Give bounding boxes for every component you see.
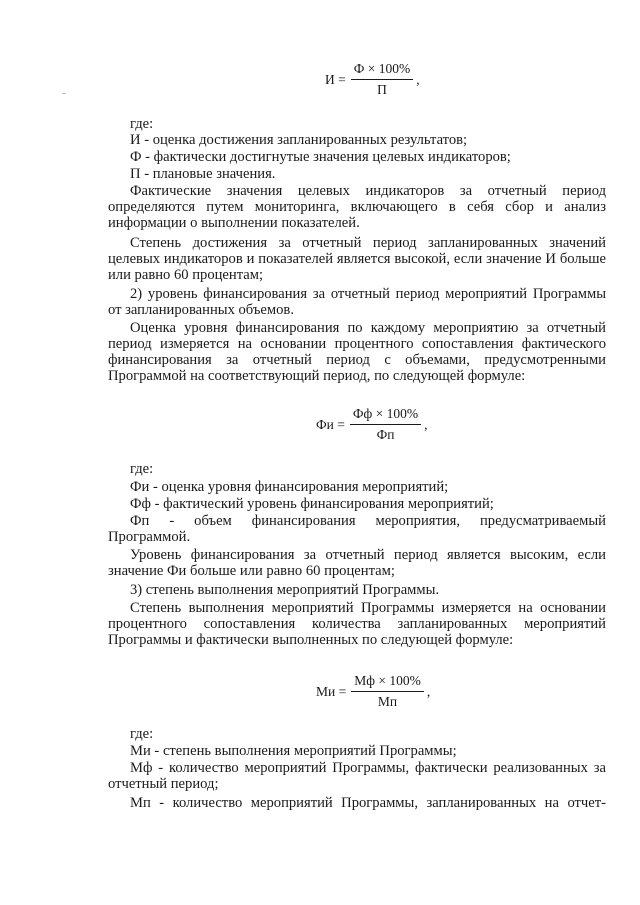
formula-lhs: Ми = — [316, 683, 347, 699]
definition-mi: Ми - степень выполнения мероприятий Программы; — [130, 743, 457, 759]
paragraph-execution-degree: Степень выполнения мероприятий Программы измеряется на основании процентного сопоставления количества запланированных мероприятий Программы и фактически выполненных по следующей формуле: — [108, 600, 606, 648]
formula-achievement — [325, 61, 420, 98]
fraction — [351, 61, 414, 98]
formula-comma: , — [416, 71, 420, 87]
fraction-numerator: Мф × 100% — [351, 673, 424, 692]
fraction — [351, 673, 424, 710]
paragraph-financing-level: Уровень финансирования за отчетный период является высоким, если значение Фи больше или равно 60 процентам; — [108, 547, 606, 579]
formula-lhs: Фи = — [316, 416, 345, 432]
fraction — [350, 406, 421, 443]
list-item-3: 3) степень выполнения мероприятий Программы. — [130, 582, 440, 598]
definition-i: И - оценка достижения запланированных результатов; — [130, 132, 468, 148]
scan-speck — [63, 93, 65, 94]
definition-ff: Фф - фактический уровень финансирования мероприятий; — [130, 496, 494, 512]
where-label: где: — [130, 726, 154, 742]
definition-f: Ф - фактически достигнутые значения целевых индикаторов; — [130, 149, 511, 165]
definition-mp: Мп - количество мероприятий Программы, запланированных на отчет- — [130, 795, 606, 811]
definition-fp: Фп - объем финансирования мероприятия, предусматриваемый Программой. — [108, 513, 606, 545]
formula-lhs: И = — [325, 71, 346, 87]
paragraph-achievement-degree: Степень достижения за отчетный период запланированных значений целевых индикаторов и показателей является высокой, если значение И больше или равно 60 процентам; — [108, 235, 606, 283]
definition-fi: Фи - оценка уровня финансирования мероприятий; — [130, 479, 449, 495]
formula-financing — [316, 406, 428, 443]
formula-comma: , — [426, 683, 431, 699]
where-label: где: — [130, 461, 154, 477]
paragraph-financing-assessment: Оценка уровня финансирования по каждому мероприятию за отчетный период измеряется на основании процентного сопоставления фактического финансирования за отчетный период с объемами, предусмотренными Программой на соответствующий период, по следующей формуле: — [108, 320, 606, 384]
formula-comma: , — [424, 416, 428, 432]
fraction-denominator: П — [377, 82, 387, 97]
definition-p: П - плановые значения. — [130, 166, 276, 182]
list-item-2: 2) уровень финансирования за отчетный период мероприятий Программы от запланированных объемов. — [108, 286, 606, 318]
fraction-denominator: Фп — [376, 427, 395, 442]
fraction-denominator: Мп — [377, 694, 398, 709]
definition-mf: Мф - количество мероприятий Программы, фактически реализованных за отчетный период; — [108, 760, 606, 792]
paragraph-fact-values: Фактические значения целевых индикаторов за отчетный период определяются путем мониторинга, включающего в себя сбор и анализ информации о выполнении показателей. — [108, 183, 606, 231]
where-label: где: — [130, 116, 154, 132]
fraction-numerator: Ф × 100% — [351, 61, 414, 80]
fraction-numerator: Фф × 100% — [350, 406, 421, 425]
formula-execution — [316, 673, 430, 710]
